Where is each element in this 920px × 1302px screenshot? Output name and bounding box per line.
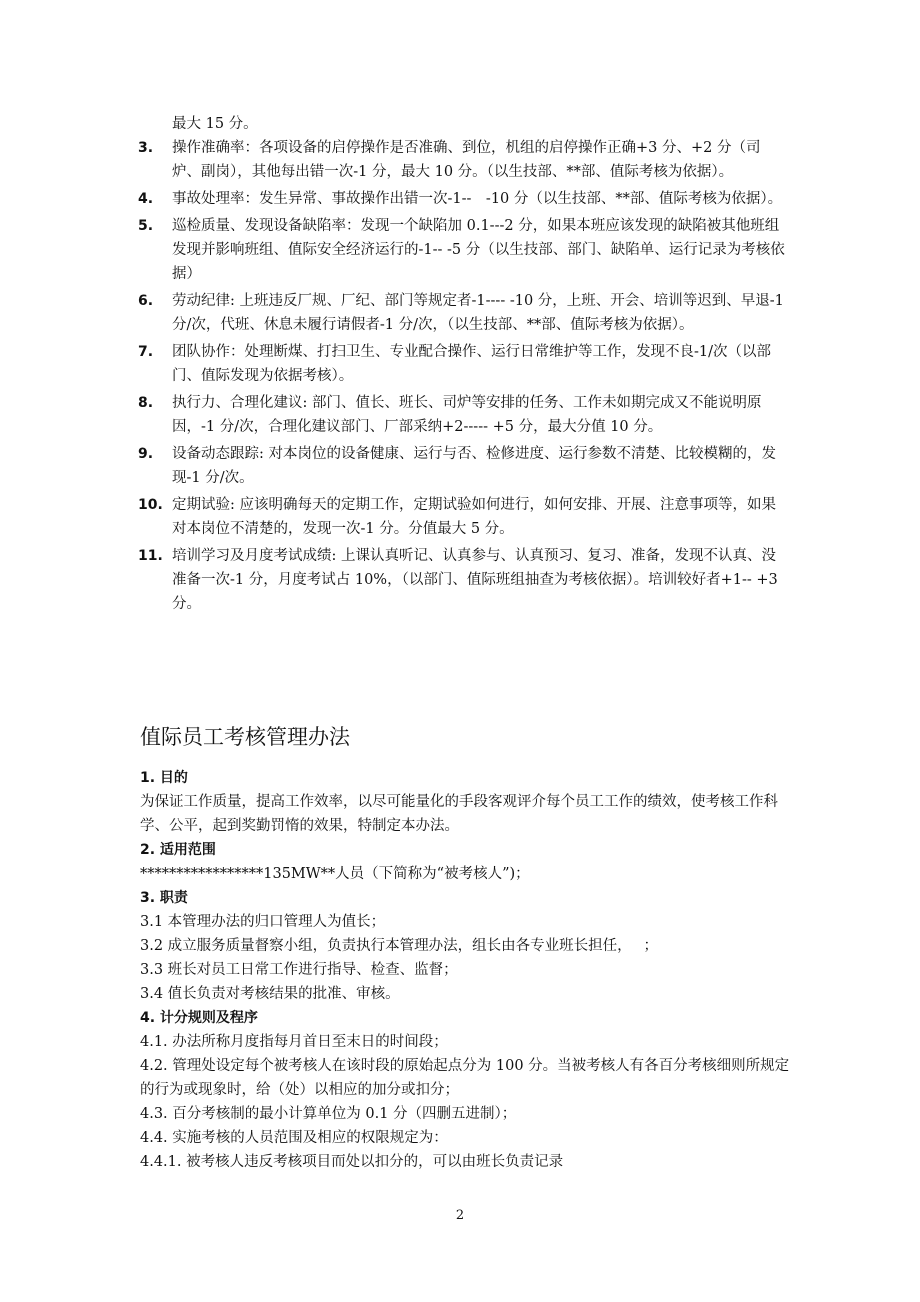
- paragraph-3-4: 3.4 值长负责对考核结果的批准、审核。: [140, 986, 400, 1002]
- heading-scoring-rules: 4. 计分规则及程序: [140, 1010, 258, 1026]
- item-text: 劳动纪律: 上班违反厂规、厂纪、部门等规定者-1---- -10 分，上班、开会、培训等迟到、早退-1 分/次，代班、休息未履行请假者-1 分/次，（以生技部、**部、值际考核为依据）。: [172, 293, 784, 333]
- paragraph-4-2: 4.2. 管理处设定每个被考核人在该时段的原始起点分为 100 分。当被考核人有各百分考核细则所规定的行为或现象时，给（处）以相应的加分或扣分；: [140, 1058, 790, 1098]
- item-number: 11.: [138, 548, 163, 564]
- item-number: 10.: [138, 497, 163, 513]
- item-text: 巡检质量、发现设备缺陷率：发现一个缺陷加 0.1---2 分，如果本班应该发现的缺陷被其他班组发现并影响班组、值际安全经济运行的-1-- -5 分（以生技部、部门、缺陷单、运行记录为考核依据）: [172, 218, 785, 282]
- management-method-section: [140, 722, 790, 1174]
- list-item: [138, 544, 788, 616]
- page-number: 2: [455, 1208, 465, 1223]
- item-number: 5.: [138, 218, 154, 234]
- item-text: 团队协作：处理断煤、打扫卫生、专业配合操作、运行日常维护等工作，发现不良-1/次（以部门、值际发现为依据考核）。: [172, 344, 772, 384]
- item-number: 3.: [138, 140, 154, 156]
- list-item: [138, 187, 788, 211]
- item-text: 定期试验: 应该明确每天的定期工作，定期试验如何进行，如何安排、开展、注意事项等，如果对本岗位不清楚的，发现一次-1 分。分值最大 5 分。: [172, 497, 776, 537]
- list-item: [138, 289, 788, 337]
- continuation-text: 最大 15 分。: [172, 116, 258, 132]
- paragraph-purpose: 为保证工作质量，提高工作效率，以尽可能量化的手段客观评介每个员工工作的绩效，使考核工作科学、公平，起到奖勤罚惰的效果，特制定本办法。: [140, 794, 778, 834]
- paragraph-4-4: 4.4. 实施考核的人员范围及相应的权限规定为：: [140, 1130, 448, 1146]
- list-item: [138, 442, 788, 490]
- item-text: 执行力、合理化建议: 部门、值长、班长、司炉等安排的任务、工作未如期完成又不能说明原因，-1 分/次，合理化建议部门、厂部采纳+2----- +5 分，最大分值 10 分。: [172, 395, 762, 435]
- item-text: 设备动态跟踪: 对本岗位的设备健康、运行与否、检修进度、运行参数不清楚、比较模糊的，发现-1 分/次。: [172, 446, 776, 486]
- item-number: 7.: [138, 344, 154, 360]
- paragraph-3-1: 3.1 本管理办法的归口管理人为值长；: [140, 914, 386, 930]
- paragraph-4-3: 4.3. 百分考核制的最小计算单位为 0.1 分（四删五进制）；: [140, 1106, 517, 1122]
- item-text: 事故处理率：发生异常、事故操作出错一次-1-- -10 分（以生技部、**部、值际考核为依据）。: [172, 191, 783, 207]
- heading-purpose: 1. 目的: [140, 770, 188, 786]
- paragraph-4-1: 4.1. 办法所称月度指每月首日至末日的时间段；: [140, 1034, 448, 1050]
- paragraph-scope: *****************135MW**人员（下简称为“被考核人”)；: [140, 866, 530, 882]
- heading-scope: 2. 适用范围: [140, 842, 216, 858]
- item-number: 4.: [138, 191, 154, 207]
- item-number: 8.: [138, 395, 154, 411]
- paragraph-3-3: 3.3 班长对员工日常工作进行指导、检查、监督；: [140, 962, 458, 978]
- item-text: 培训学习及月度考试成绩: 上课认真听记、认真参与、认真预习、复习、准备，发现不认真、没准备一次-1 分，月度考试占 10%，（以部门、值际班组抽查为考核依据）。培训较好者+1-- +3 分。: [172, 548, 778, 612]
- item-text: 操作准确率：各项设备的启停操作是否准确、到位，机组的启停操作正确+3 分、+2 分（司炉、副岗），其他每出错一次-1 分，最大 10 分。（以生技部、**部、值际考核为依据）。: [172, 140, 761, 180]
- list-item: [138, 391, 788, 439]
- list-item: [138, 214, 788, 286]
- item-number: 6.: [138, 293, 154, 309]
- paragraph-4-4-1: 4.4.1. 被考核人违反考核项目而处以扣分的，可以由班长负责记录: [140, 1154, 564, 1170]
- list-item: [138, 136, 788, 184]
- heading-responsibilities: 3. 职责: [140, 890, 188, 906]
- list-item: [138, 340, 788, 388]
- paragraph-3-2: 3.2 成立服务质量督察小组，负责执行本管理办法，组长由各专业班长担任， ；: [140, 938, 659, 954]
- scoring-items-list: [138, 136, 788, 619]
- list-item: [138, 493, 788, 541]
- item-number: 9.: [138, 446, 154, 462]
- section-title: 值际员工考核管理办法: [140, 725, 350, 749]
